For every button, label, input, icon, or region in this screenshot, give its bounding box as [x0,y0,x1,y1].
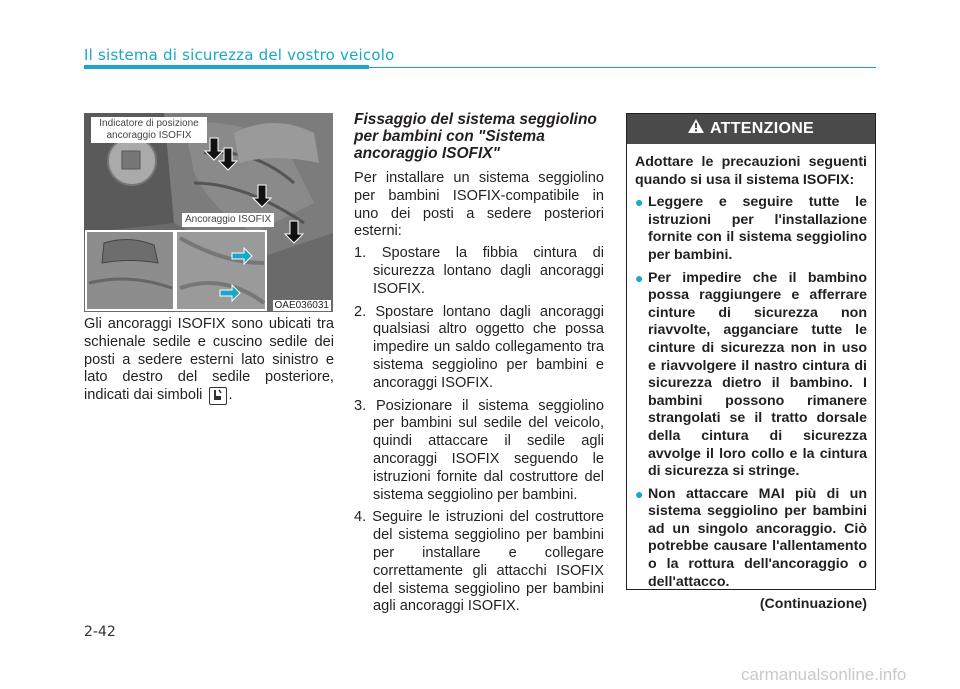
paragraph-end: . [228,387,233,404]
anchor-label: Ancoraggio ISOFIX [182,213,274,227]
warning-header [627,114,875,144]
anchor-location-paragraph [84,316,334,405]
warning-bullet [635,194,867,264]
header-title: Il sistema di sicurezza del vostro veicolo [84,46,395,64]
bullet-icon: ● [635,485,644,502]
bullet-text: Non attaccare MAI più di un sistema seggiolino per bambini ad un singolo ancoraggio. Ciò potrebbe causare l'allentamento o la rottura dell'ancoraggio o dell'attacco. [648,485,867,590]
step-item: 3. Posizionare il sistema seggiolino per bambini sul sedile del veicolo, quindi attaccare il sedile agli ancoraggi ISOFIX seguendo le istruzioni fornite dal costruttore del sistema seggiolino per bambini. [354,397,604,503]
step-item: 1. Spostare la fibbia cintura di sicurezza lontano dagli ancoraggi ISOFIX. [354,245,604,297]
step-item: 4. Seguire le istruzioni del costruttore del sistema seggiolino per bambini per installare e collegare correttamente gli attacchi ISOFIX del sistema seggiolino per bambini agli ancoraggi ISOFIX. [354,509,604,615]
isofix-figure [84,113,333,312]
indicator-label: Indicatore di posizione ancoraggio ISOFIX [91,117,207,143]
page-number: 2-42 [84,624,116,640]
header-rule-thin [369,67,876,68]
warning-bullet [635,486,867,592]
bullet-icon: ● [635,194,644,211]
warning-heading: ATTENZIONE [709,120,815,138]
warning-icon [688,114,704,144]
section-intro: Per installare un sistema seggiolino per bambini ISOFIX-compatibile in uno dei posti a sedere posteriori esterni: [354,170,604,240]
bullet-icon: ● [635,269,644,286]
paragraph-text: Gli ancoraggi ISOFIX sono ubicati tra schienale sedile e cuscino sedile dei posti a sedere esterni lato sinistro e lato destro del sedile posteriore, indicati dai simboli [84,316,334,404]
bullet-text: Leggere e seguire tutte le istruzioni per l'installazione fornite con il sistema seggiolino per bambini. [648,194,867,263]
figure-code: OAE036031 [274,300,329,311]
continuation-note: (Continuazione) [759,596,867,613]
isofix-child-seat-icon [209,387,227,405]
section-title: Fissaggio del sistema seggiolino per bambini con "Sistema ancoraggio ISOFIX" [354,111,597,162]
watermark: carmanualsonline.info [741,665,907,684]
warning-bullet [635,270,867,481]
warning-intro: Adottare le precauzioni seguenti quando si usa il sistema ISOFIX: [635,154,867,188]
step-item: 2. Spostare lontano dagli ancoraggi qualsiasi altro oggetto che possa impedire un saldo collegamento tra sistema seggiolino per bambini e ancoraggi ISOFIX. [354,303,604,391]
isofix-installation-section [354,111,604,621]
bullet-text: Per impedire che il bambino possa raggiungere e afferrare cinture di sicurezza non riavvolte, agganciare tutte le cinture di sicurezza non in uso e riavvolgere il nastro cintura di sicurezza dietro il bambino. I bambini possono rimanere strangolati se il tratto dorsale della cintura di sicurezza avvolge il loro collo e la cintura di sicurezza si stringe. [648,269,867,480]
header-rule-thick [84,65,369,69]
steps-list [354,245,604,616]
warning-bullets [635,194,867,591]
warning-box [626,113,876,613]
